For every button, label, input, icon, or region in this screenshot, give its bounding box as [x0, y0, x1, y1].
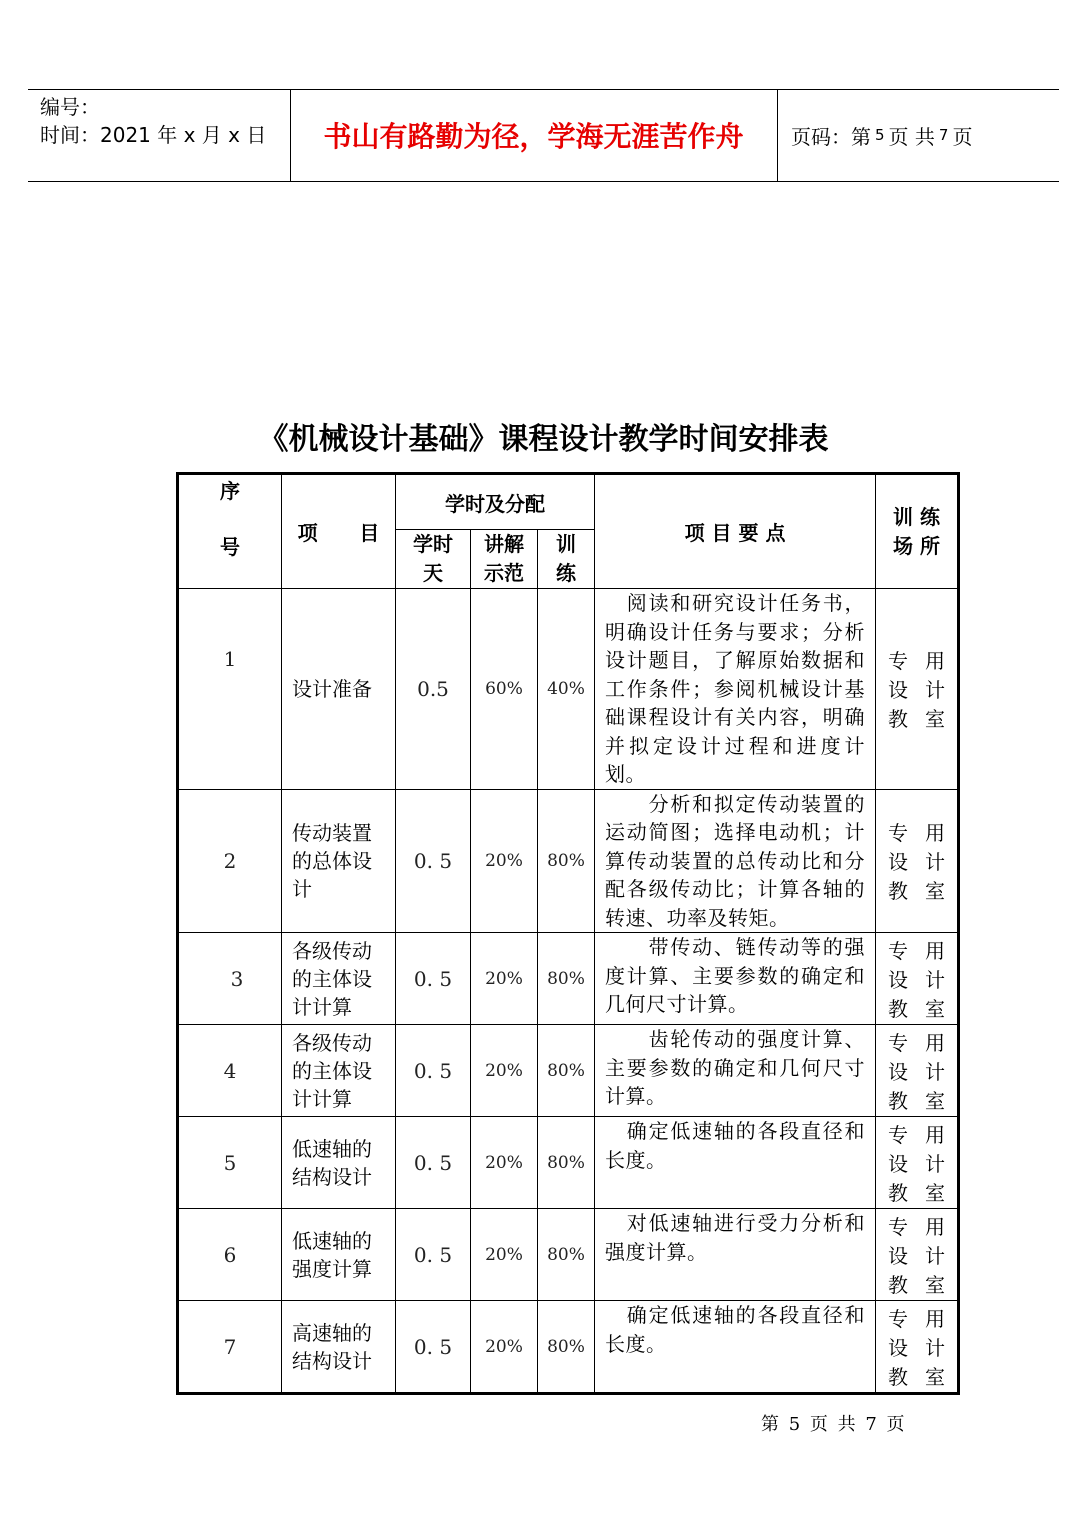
table-row — [178, 1301, 959, 1394]
row-venue: 专用 设计 教室 — [876, 789, 959, 933]
row-training: 80% — [538, 789, 595, 933]
row-project: 低速轴的结构设计 — [282, 1117, 396, 1209]
row-points: 对低速轴进行受力分析和强度计算。 — [595, 1209, 876, 1301]
table-row — [178, 789, 959, 933]
row-venue: 专用 设计 教室 — [876, 1117, 959, 1209]
row-points: 齿轮传动的强度计算、主要参数的确定和几何尺寸计算。 — [595, 1025, 876, 1117]
row-lecture: 20% — [471, 1301, 538, 1394]
row-days: 0. 5 — [396, 1301, 471, 1394]
table-row — [178, 1025, 959, 1117]
row-points: 分析和拟定传动装置的运动简图；选择电动机；计算传动装置的总传动比和分配各级传动比；计算各轴的转速、功率及转矩。 — [595, 789, 876, 933]
table-row — [178, 1117, 959, 1209]
page-mid: 页 共 — [888, 124, 935, 149]
row-points: 确定低速轴的各段直径和长度。 — [595, 1301, 876, 1394]
header-meta — [40, 93, 266, 149]
table-row — [178, 933, 959, 1025]
header-motto: 书山有路勤为径，学海无涯苦作舟 — [323, 120, 744, 153]
header-points: 项 目 要 点 — [595, 474, 876, 589]
row-training: 80% — [538, 1117, 595, 1209]
header-training: 训 练 — [538, 530, 595, 589]
row-lecture: 20% — [471, 1117, 538, 1209]
row-venue: 专用 设计 教室 — [876, 1209, 959, 1301]
row-venue: 专用 设计 教室 — [876, 1301, 959, 1394]
row-training: 80% — [538, 1209, 595, 1301]
row-days: 0. 5 — [396, 1117, 471, 1209]
row-project: 各级传动的主体设计计算 — [282, 933, 396, 1025]
row-venue: 专用 设计 教室 — [876, 933, 959, 1025]
header-hours-group: 学时及分配 — [396, 474, 595, 530]
row-seq: 7 — [178, 1301, 282, 1394]
row-days: 0.5 — [396, 589, 471, 790]
row-venue: 专用 设计 教室 — [876, 1025, 959, 1117]
row-lecture: 20% — [471, 1209, 538, 1301]
row-lecture: 20% — [471, 1025, 538, 1117]
row-training: 80% — [538, 1025, 595, 1117]
header-seq: 序 号 — [178, 474, 282, 589]
page-footer: 第 5 页 共 7 页 — [761, 1414, 907, 1435]
row-seq: 3 — [178, 933, 282, 1025]
row-project: 传动装置的总体设计 — [282, 789, 396, 933]
row-days: 0. 5 — [396, 1209, 471, 1301]
row-lecture: 20% — [471, 933, 538, 1025]
row-seq: 4 — [178, 1025, 282, 1117]
row-points: 带传动、链传动等的强度计算、主要参数的确定和几何尺寸计算。 — [595, 933, 876, 1025]
row-points: 阅读和研究设计任务书，明确设计任务与要求；分析设计题目，了解原始数据和工作条件；参阅机械设计基础课程设计有关内容，明确并拟定设计过程和进度计划。 — [595, 589, 876, 790]
row-seq: 5 — [178, 1117, 282, 1209]
header-divider-right — [777, 89, 778, 181]
header-page-info — [791, 89, 972, 181]
header-lecture: 讲解 示范 — [471, 530, 538, 589]
header-bottom-rule — [28, 181, 1059, 182]
header-project: 项 目 — [282, 474, 396, 589]
table-row — [178, 1209, 959, 1301]
time-label: 时间：2021 年 x 月 x 日 — [40, 123, 267, 147]
row-days: 0. 5 — [396, 933, 471, 1025]
row-seq: 2 — [178, 789, 282, 933]
table-row — [178, 589, 959, 790]
row-days: 0. 5 — [396, 789, 471, 933]
page-suffix: 页 — [952, 124, 973, 149]
schedule-table — [176, 472, 960, 1395]
row-lecture: 20% — [471, 789, 538, 933]
row-points: 确定低速轴的各段直径和长度。 — [595, 1117, 876, 1209]
row-training: 80% — [538, 933, 595, 1025]
row-project: 高速轴的结构设计 — [282, 1301, 396, 1394]
row-project: 设计准备 — [282, 589, 396, 790]
row-venue: 专用 设计 教室 — [876, 589, 959, 790]
row-lecture: 60% — [471, 589, 538, 790]
row-training: 40% — [538, 589, 595, 790]
row-project: 各级传动的主体设计计算 — [282, 1025, 396, 1117]
page-total: 7 — [938, 126, 949, 144]
row-seq: 6 — [178, 1209, 282, 1301]
header-row-1 — [178, 474, 959, 530]
row-days: 0. 5 — [396, 1025, 471, 1117]
row-seq: 1 — [178, 589, 282, 790]
page-number: 5 — [875, 126, 885, 144]
serial-label: 编号： — [40, 95, 100, 119]
header-venue: 训 练 场 所 — [876, 474, 959, 589]
page-prefix: 页码：第 — [791, 124, 871, 149]
row-project: 低速轴的强度计算 — [282, 1209, 396, 1301]
row-training: 80% — [538, 1301, 595, 1394]
header-days: 学时 天 — [396, 530, 471, 589]
document-title: 《机械设计基础》课程设计教学时间安排表 — [258, 422, 829, 457]
